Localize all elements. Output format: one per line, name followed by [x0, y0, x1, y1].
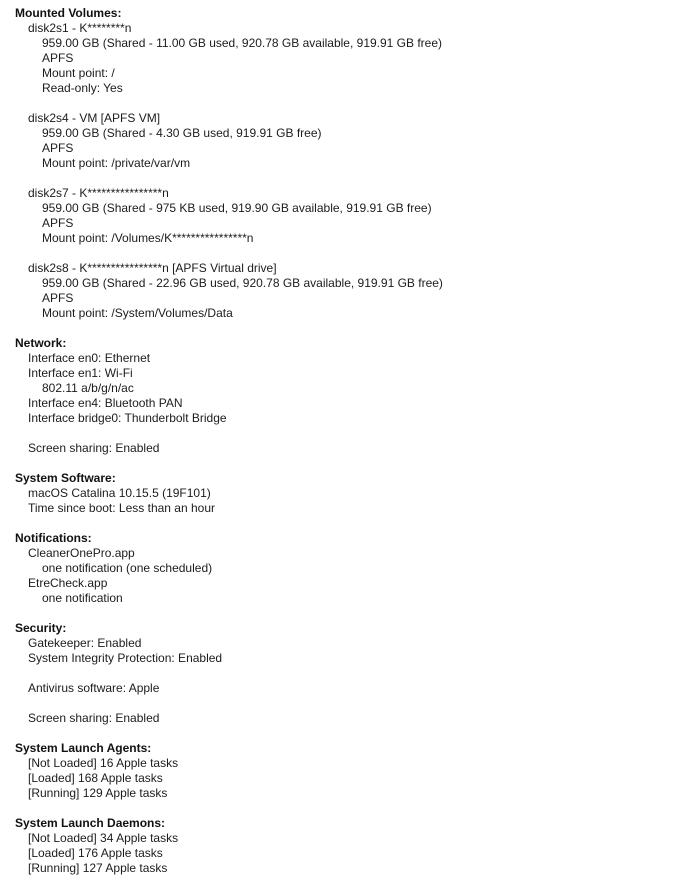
blank-line: [0, 321, 682, 336]
report-item: Screen sharing: Enabled: [28, 711, 160, 725]
report-detail: one notification: [42, 591, 123, 605]
report-detail: 802.11 a/b/g/n/ac: [42, 381, 134, 395]
blank-line: [0, 426, 682, 441]
report-item: Screen sharing: Enabled: [28, 441, 160, 455]
report-item: EtreCheck.app: [28, 576, 108, 590]
report-item: [Not Loaded] 34 Apple tasks: [28, 831, 179, 845]
section-heading: Notifications:: [15, 531, 92, 545]
report-item: Gatekeeper: Enabled: [28, 636, 142, 650]
blank-line: [0, 696, 682, 711]
report-item: System Integrity Protection: Enabled: [28, 651, 223, 665]
report-item: disk2s4 - VM [APFS VM]: [28, 111, 161, 125]
section-heading: System Launch Daemons:: [15, 816, 166, 830]
blank-line: [0, 666, 682, 681]
report-detail: 959.00 GB (Shared - 4.30 GB used, 919.91 GB free): [42, 126, 322, 140]
report-item: disk2s8 - K****************n [APFS Virtual drive]: [28, 261, 277, 275]
blank-line: [0, 801, 682, 816]
blank-line: [0, 726, 682, 741]
report-detail: APFS: [42, 216, 74, 230]
section-heading: Mounted Volumes:: [15, 6, 122, 20]
report-item: Interface bridge0: Thunderbolt Bridge: [28, 411, 227, 425]
report-item: disk2s1 - K********n: [28, 21, 132, 35]
report-detail: Mount point: /System/Volumes/Data: [42, 306, 233, 320]
blank-line: [0, 246, 682, 261]
report-item: [Loaded] 176 Apple tasks: [28, 846, 163, 860]
report-item: [Loaded] 168 Apple tasks: [28, 771, 163, 785]
blank-line: [0, 606, 682, 621]
section-heading: Network:: [15, 336, 67, 350]
report-detail: APFS: [42, 51, 74, 65]
report-detail: 959.00 GB (Shared - 11.00 GB used, 920.78 GB available, 919.91 GB free): [42, 36, 443, 50]
report-item: Interface en0: Ethernet: [28, 351, 151, 365]
report-item: [Running] 127 Apple tasks: [28, 861, 168, 875]
section-heading: Security:: [15, 621, 67, 635]
report-item: disk2s7 - K****************n: [28, 186, 169, 200]
report-detail: Mount point: /: [42, 66, 115, 80]
report-item: [Running] 129 Apple tasks: [28, 786, 168, 800]
report-detail: 959.00 GB (Shared - 975 KB used, 919.90 GB available, 919.91 GB free): [42, 201, 432, 215]
blank-line: [0, 456, 682, 471]
report-detail: Mount point: /Volumes/K****************n: [42, 231, 254, 245]
section-heading: System Launch Agents:: [15, 741, 152, 755]
report-item: Time since boot: Less than an hour: [28, 501, 215, 515]
report-detail: Mount point: /private/var/vm: [42, 156, 191, 170]
report-item: CleanerOnePro.app: [28, 546, 135, 560]
report-item: Interface en4: Bluetooth PAN: [28, 396, 183, 410]
report-detail: 959.00 GB (Shared - 22.96 GB used, 920.78 GB available, 919.91 GB free): [42, 276, 443, 290]
report-detail: APFS: [42, 291, 74, 305]
report-item: Interface en1: Wi-Fi: [28, 366, 133, 380]
report-item: macOS Catalina 10.15.5 (19F101): [28, 486, 211, 500]
report-item: [Not Loaded] 16 Apple tasks: [28, 756, 179, 770]
report-detail: Read-only: Yes: [42, 81, 123, 95]
section-heading: System Software:: [15, 471, 116, 485]
blank-line: [0, 171, 682, 186]
blank-line: [0, 96, 682, 111]
report-detail: APFS: [42, 141, 74, 155]
report-detail: one notification (one scheduled): [42, 561, 213, 575]
blank-line: [0, 516, 682, 531]
report-item: Antivirus software: Apple: [28, 681, 160, 695]
